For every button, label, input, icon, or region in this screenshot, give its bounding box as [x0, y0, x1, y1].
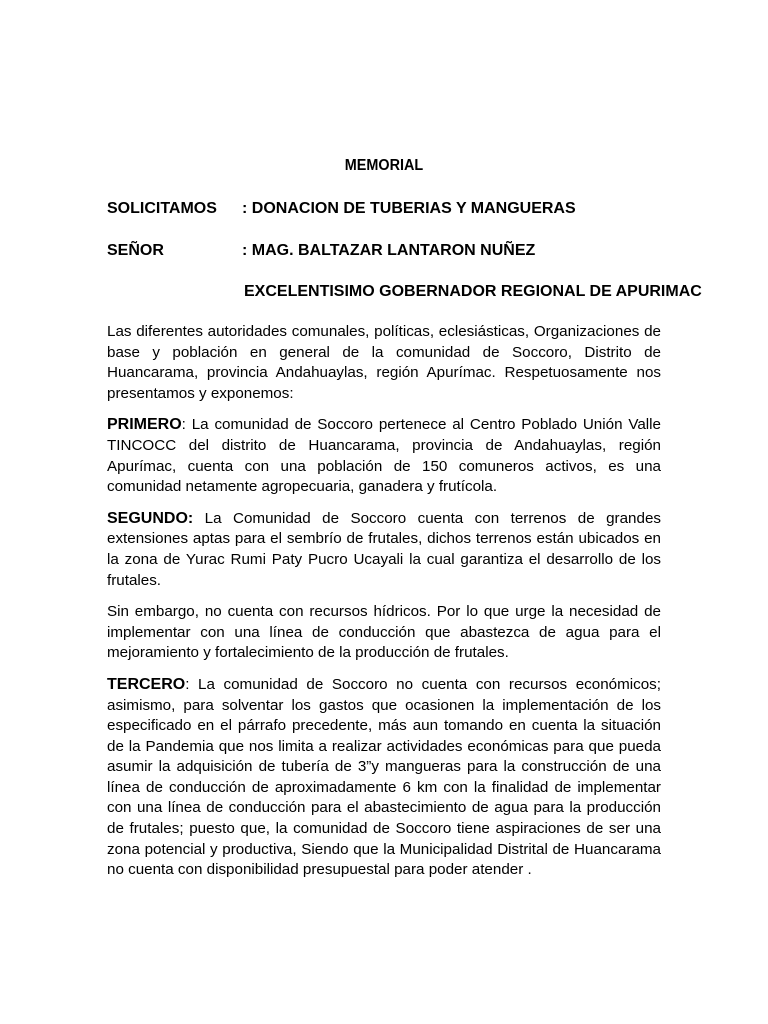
tercero-label: TERCERO: [107, 675, 186, 693]
segundo-text: La Comunidad de Soccoro cuenta con terrenos de grandes extensiones aptas para el sembrío de frutales, dichos terrenos están ubicados en la zona de Yurac Rumi Paty Pucro Ucayali la cual garantiza el desarrollo de los frutales.: [107, 509, 661, 589]
senor-label: SEÑOR: [107, 242, 164, 259]
tercero-text: : La comunidad de Soccoro no cuenta con recursos económicos; asimismo, para solventar los gastos que ocasionen la implementación de los especificado en el párrafo precedente, más aun tomando en cuenta la situación de la Pandemia que nos limita a realizar actividades económicas para que pueda asumir la adquisición de tubería de 3”y mangueras para la construcción de una línea de conducción de aproximadamente 6 km con la finalidad de implementar con una línea de conducción para el abastecimiento de agua para la producción de frutales; puesto que, la comunidad de Soccoro tiene aspiraciones de ser una zona potencial y productiva, Siendo que la Municipalidad Distrital de Huancarama no cuenta con disponibilidad presupuestal para poder atender .: [107, 675, 661, 879]
segundo-label: SEGUNDO:: [107, 509, 194, 527]
addressee-title: EXCELENTISIMO GOBERNADOR REGIONAL DE APURIMAC: [244, 283, 702, 300]
solicitamos-value: : DONACION DE TUBERIAS Y MANGUERAS: [242, 200, 576, 217]
header-senor-row: [107, 242, 535, 260]
document-body: [107, 322, 661, 892]
document-title: MEMORIAL: [344, 157, 424, 174]
sin-embargo-paragraph: Sin embargo, no cuenta con recursos hídricos. Por lo que urge la necesidad de implementar con una línea de conducción que abastezca de agua para el mejoramiento y fortalecimiento de la producción de frutales.: [107, 603, 661, 662]
header-solicitamos-row: [107, 200, 576, 218]
tercero-paragraph: [107, 675, 661, 881]
senor-value: : MAG. BALTAZAR LANTARON NUÑEZ: [242, 242, 536, 259]
primero-paragraph: [107, 415, 661, 497]
primero-label: PRIMERO: [107, 416, 182, 434]
segundo-paragraph: [107, 509, 661, 591]
solicitamos-label: SOLICITAMOS: [107, 200, 217, 217]
intro-paragraph: Las diferentes autoridades comunales, políticas, eclesiásticas, Organizaciones de base y población en general de la comunidad de Soccoro, Distrito de Huancarama, provincia Andahuaylas, región Apurímac. Respetuosamente nos presentamos y exponemos:: [107, 323, 661, 402]
primero-text: : La comunidad de Soccoro pertenece al Centro Poblado Unión Valle TINCOCC del distrito de Huancarama, provincia de Andahuaylas, región Apurímac, cuenta con una población de 150 comuneros activos, es una comunidad netamente agropecuaria, ganadera y frutícola.: [107, 416, 661, 496]
